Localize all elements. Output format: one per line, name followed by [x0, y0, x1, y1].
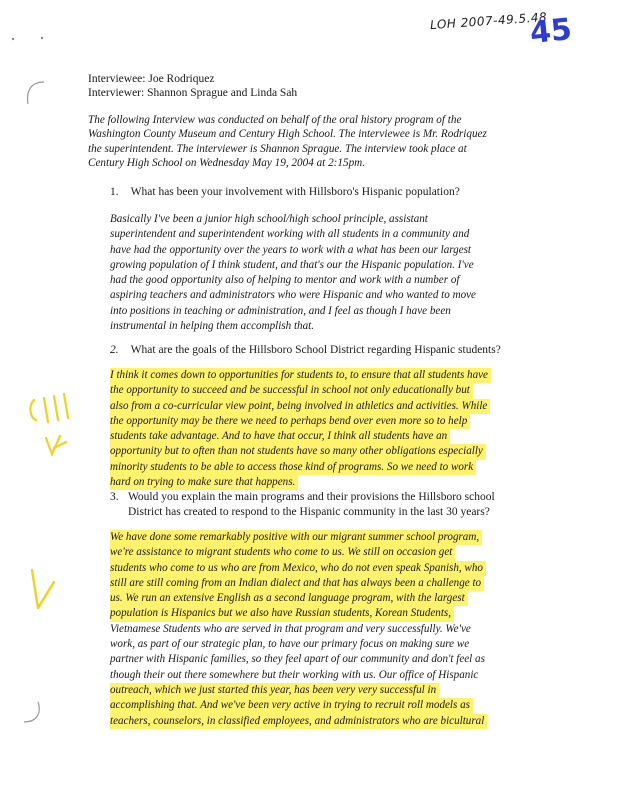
interviewer-line: Interviewer: Shannon Sprague and Linda Sah [88, 87, 298, 99]
answer-line: I think it comes down to opportunities for students to, to ensure that all students have [110, 368, 491, 383]
punch-hole-mark-top [22, 78, 50, 108]
punch-hole-mark-bottom [18, 700, 46, 726]
intro-paragraph [88, 113, 518, 170]
dot-mark [10, 34, 50, 44]
question-2 [110, 343, 530, 358]
intro-line: Washington County Museum and Century High School. The interviewee is Mr. Rodriquez [88, 128, 487, 141]
intro-line: Century High School on Wednesday May 19, 2004 at 2:15pm. [88, 156, 366, 169]
question-text: What are the goals of the Hillsboro School District regarding Hispanic students? [130, 344, 501, 356]
question-text: What has been your involvement with Hillsboro's Hispanic population? [130, 186, 460, 198]
answer-line: partner with Hispanic families, so they feel apart of our community and don't feel as [110, 653, 485, 666]
answer-line: though their out there somewhere but their working with us. Our office of Hispanic [110, 668, 479, 681]
interviewee-line: Interviewee: Joe Rodriquez [88, 73, 215, 85]
answer-line: students who come to us who are from Mexico, who do not even speak Spanish, who [110, 561, 486, 576]
answer-line: the opportunity to succeed and be successful in school not only educationally but [110, 383, 473, 398]
answer-line: growing population of I think student, and that's our the Hispanic population. I've [110, 258, 474, 271]
question-line [110, 490, 530, 505]
question-number: 2. [110, 344, 119, 356]
question-number: 1. [110, 186, 119, 198]
answer-line: outreach, which we just started this year, has been very very successful in [110, 683, 439, 698]
answer-line: minority students to be able to access those kind of programs. So we need to work [110, 460, 476, 475]
page-number: 45 [528, 11, 574, 52]
answer-line: opportunity but to often than not students have so many other obligations especially [110, 444, 486, 459]
answer-line: we're assistance to migrant students who come to us. We still on occasion get [110, 545, 455, 560]
answer-line: work, as part of our strategic plan, to have our primary focus on making sure we [110, 638, 470, 651]
question-number: 3. [110, 491, 119, 503]
answer-line: hard on trying to make sure that happens. [110, 475, 298, 490]
answer-3-highlighted [110, 530, 530, 729]
answer-line: have had the opportunity over the years to work with a what has been our largest [110, 243, 472, 256]
answer-line: had the good opportunity also of helping to mentor and work with a number of [110, 274, 460, 287]
answer-2-highlighted [110, 368, 530, 490]
intro-line: The following Interview was conducted on behalf of the oral history program of the [88, 114, 462, 126]
interview-header [88, 72, 297, 100]
question-text: District has created to respond to the Hispanic community in the last 30 years? [128, 505, 490, 518]
yellow-margin-tally-mark [26, 392, 86, 472]
answer-line: population is Hispanics but we also have Russian students, Korean Students, [110, 606, 454, 621]
answer-line: teachers, counselors, in classified employees, and administrators who are bicultural [110, 714, 487, 729]
answer-line: into positions in teaching or administration, and I feel as though I have been [110, 304, 451, 317]
answer-line: We have done some remarkably positive with our migrant summer school program, [110, 530, 482, 545]
answer-line: us. We run an extensive English as a second language program, with the largest [110, 591, 468, 606]
question-1 [110, 185, 530, 200]
answer-line: superintendent and superintendent working with all students in a community and [110, 228, 470, 241]
answer-line: students take advantage. And to have that occur, I think all students have an [110, 429, 450, 444]
intro-line: the superintendent. The interviewer is Shannon Sprague. The interview took place at [88, 142, 467, 155]
answer-line: also from a co-curricular view point, being involved in athletics and activities. While [110, 399, 490, 414]
answer-line: accomplishing that. And we've been very active in trying to recruit roll models as [110, 698, 473, 713]
yellow-check-mark [24, 560, 64, 620]
answer-line: still are still coming from an Indian dialect and that has always been a challenge to [110, 576, 484, 591]
answer-line: instrumental in helping them accomplish that. [110, 320, 314, 333]
answer-line: the opportunity may be there we need to perhaps bend over even more so to help [110, 414, 470, 429]
question-text: Would you explain the main programs and their provisions the Hillsboro school [128, 491, 495, 503]
answer-line: aspiring teachers and administrators who were Hispanic and who wanted to move [110, 289, 476, 302]
answer-line: Basically I've been a junior high school/high school principle, assistant [110, 213, 428, 225]
question-3 [110, 490, 530, 519]
answer-1 [110, 212, 530, 334]
accession-number: LOH 2007-49.5.48 [429, 9, 548, 33]
answer-line: Vietnamese Students who are served in that program and very successfully. We've [110, 622, 471, 635]
